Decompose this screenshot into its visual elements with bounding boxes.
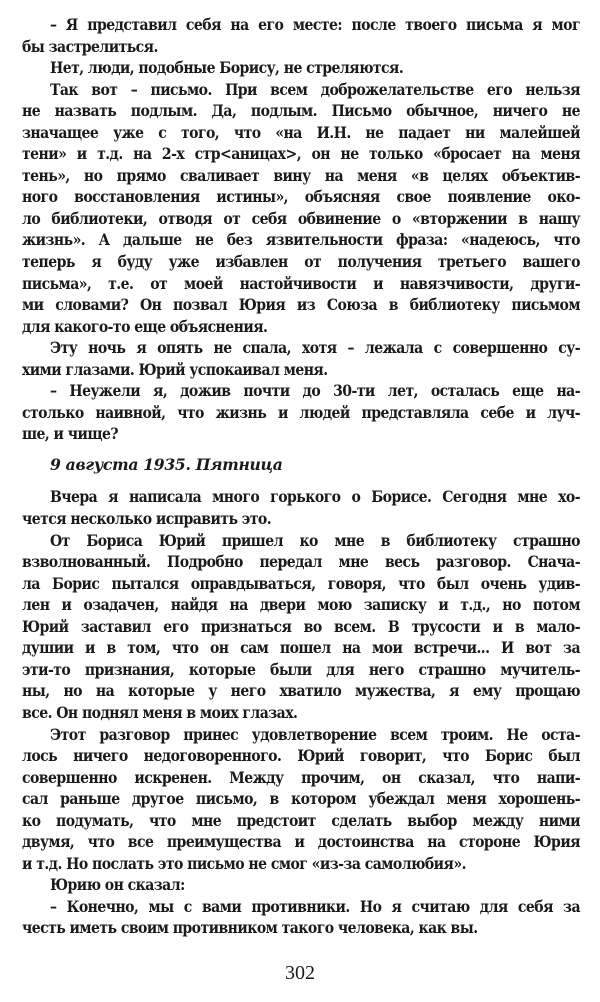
text-line: ны, но на которые у него хватило мужества, я ему прощаю	[22, 681, 580, 701]
text-line: чется несколько исправить это.	[22, 509, 272, 529]
book-page	[22, 14, 580, 939]
text-line: лось ничего недоговоренного. Юрий говорит, что Борис был	[22, 746, 580, 766]
text-line: – Неужели я, дожив почти до 30-ти лет, осталась еще на-	[50, 381, 580, 401]
text-line: Этот разговор принес удовлетворение всем троим. Не оста-	[50, 724, 580, 744]
text-line: значащее уже с того, что «на И.Н. не падает ни малейшей	[22, 122, 580, 142]
text-line: для какого-то еще объяснения.	[22, 316, 268, 336]
text-line: От Бориса Юрий пришел ко мне в библиотеку страшно	[50, 530, 580, 550]
text-line: – Конечно, мы с вами противники. Но я считаю для себя за	[50, 896, 580, 916]
text-line: Так вот – письмо. При всем доброжелательстве его нельзя	[50, 79, 580, 99]
text-line: тень», но прямо сваливает вину на меня «в целях объектив-	[22, 165, 580, 185]
text-line: ного восстановления истины», объясняя свое появление око-	[22, 187, 580, 207]
text-block-before-heading	[22, 14, 580, 445]
text-line: тени» и т.д. на 2-х стр<аницах>, он не только «бросает на меня	[22, 144, 580, 164]
text-line: взволнованный. Подробно передал мне весь разговор. Снача-	[22, 552, 580, 572]
text-line: ше, и чище?	[22, 424, 119, 444]
text-line: душии и в том, что он сам пошел на мои встречи... И вот за	[22, 638, 580, 658]
text-line: Юрию он сказал:	[50, 875, 185, 895]
text-block-after-heading	[22, 486, 580, 938]
text-line: ло библиотеки, отводя от себя обвинение о «вторжении в нашу	[22, 208, 580, 228]
text-line: теперь я буду уже избавлен от получения третьего вашего	[22, 252, 580, 272]
diary-entry-heading: 9 августа 1935. Пятница	[50, 454, 283, 474]
text-line: ми словами? Он позвал Юрия из Союза в библиотеку письмом	[22, 295, 580, 315]
text-line: Нет, люди, подобные Борису, не стреляются.	[50, 58, 404, 78]
text-line: ла Борис пытался оправдываться, говоря, что был очень удив-	[22, 573, 580, 593]
text-line: бы застрелиться.	[22, 36, 158, 56]
text-line: ко подумать, что мне предстоит сделать выбор между ними	[22, 810, 580, 830]
text-line: двумя, что все преимущества и достоинства на стороне Юрия	[22, 832, 580, 852]
page-number: 302	[285, 962, 315, 984]
text-line: жизнь». А дальше не без язвительности фраза: «надеюсь, что	[22, 230, 580, 250]
text-line: хими глазами. Юрий успокаивал меня.	[22, 359, 328, 379]
text-line: совершенно искренен. Между прочим, он сказал, что напи-	[22, 767, 580, 787]
text-line: Эту ночь я опять не спала, хотя – лежала с совершенно су-	[50, 338, 580, 358]
text-line: эти-то признания, которые были для него страшно мучитель-	[22, 659, 580, 679]
text-line: честь иметь своим противником такого человека, как вы.	[22, 918, 478, 938]
text-line: Юрий заставил его признаться во всем. В трусости и в мало-	[22, 616, 580, 636]
text-line: не назвать подлым. Да, подлым. Письмо обычное, ничего не	[22, 101, 580, 121]
text-line: Вчера я написала много горького о Борисе. Сегодня мне хо-	[50, 487, 580, 507]
text-line: лен и озадачен, найдя на двери мою записку и т.д., но потом	[22, 595, 580, 615]
text-line: письма», т.е. от моей настойчивости и навязчивости, други-	[22, 273, 580, 293]
text-line: все. Он поднял меня в моих глазах.	[22, 702, 298, 722]
text-line: сал раньше другое письмо, в котором убеждал меня хорошень-	[22, 789, 580, 809]
text-line: – Я представил себя на его месте: после твоего письма я мог	[50, 15, 580, 34]
text-line: столько наивной, что жизнь и людей представляла себе и луч-	[22, 402, 580, 422]
text-line: и т.д. Но послать это письмо не смог «из-за самолюбия».	[22, 853, 466, 873]
